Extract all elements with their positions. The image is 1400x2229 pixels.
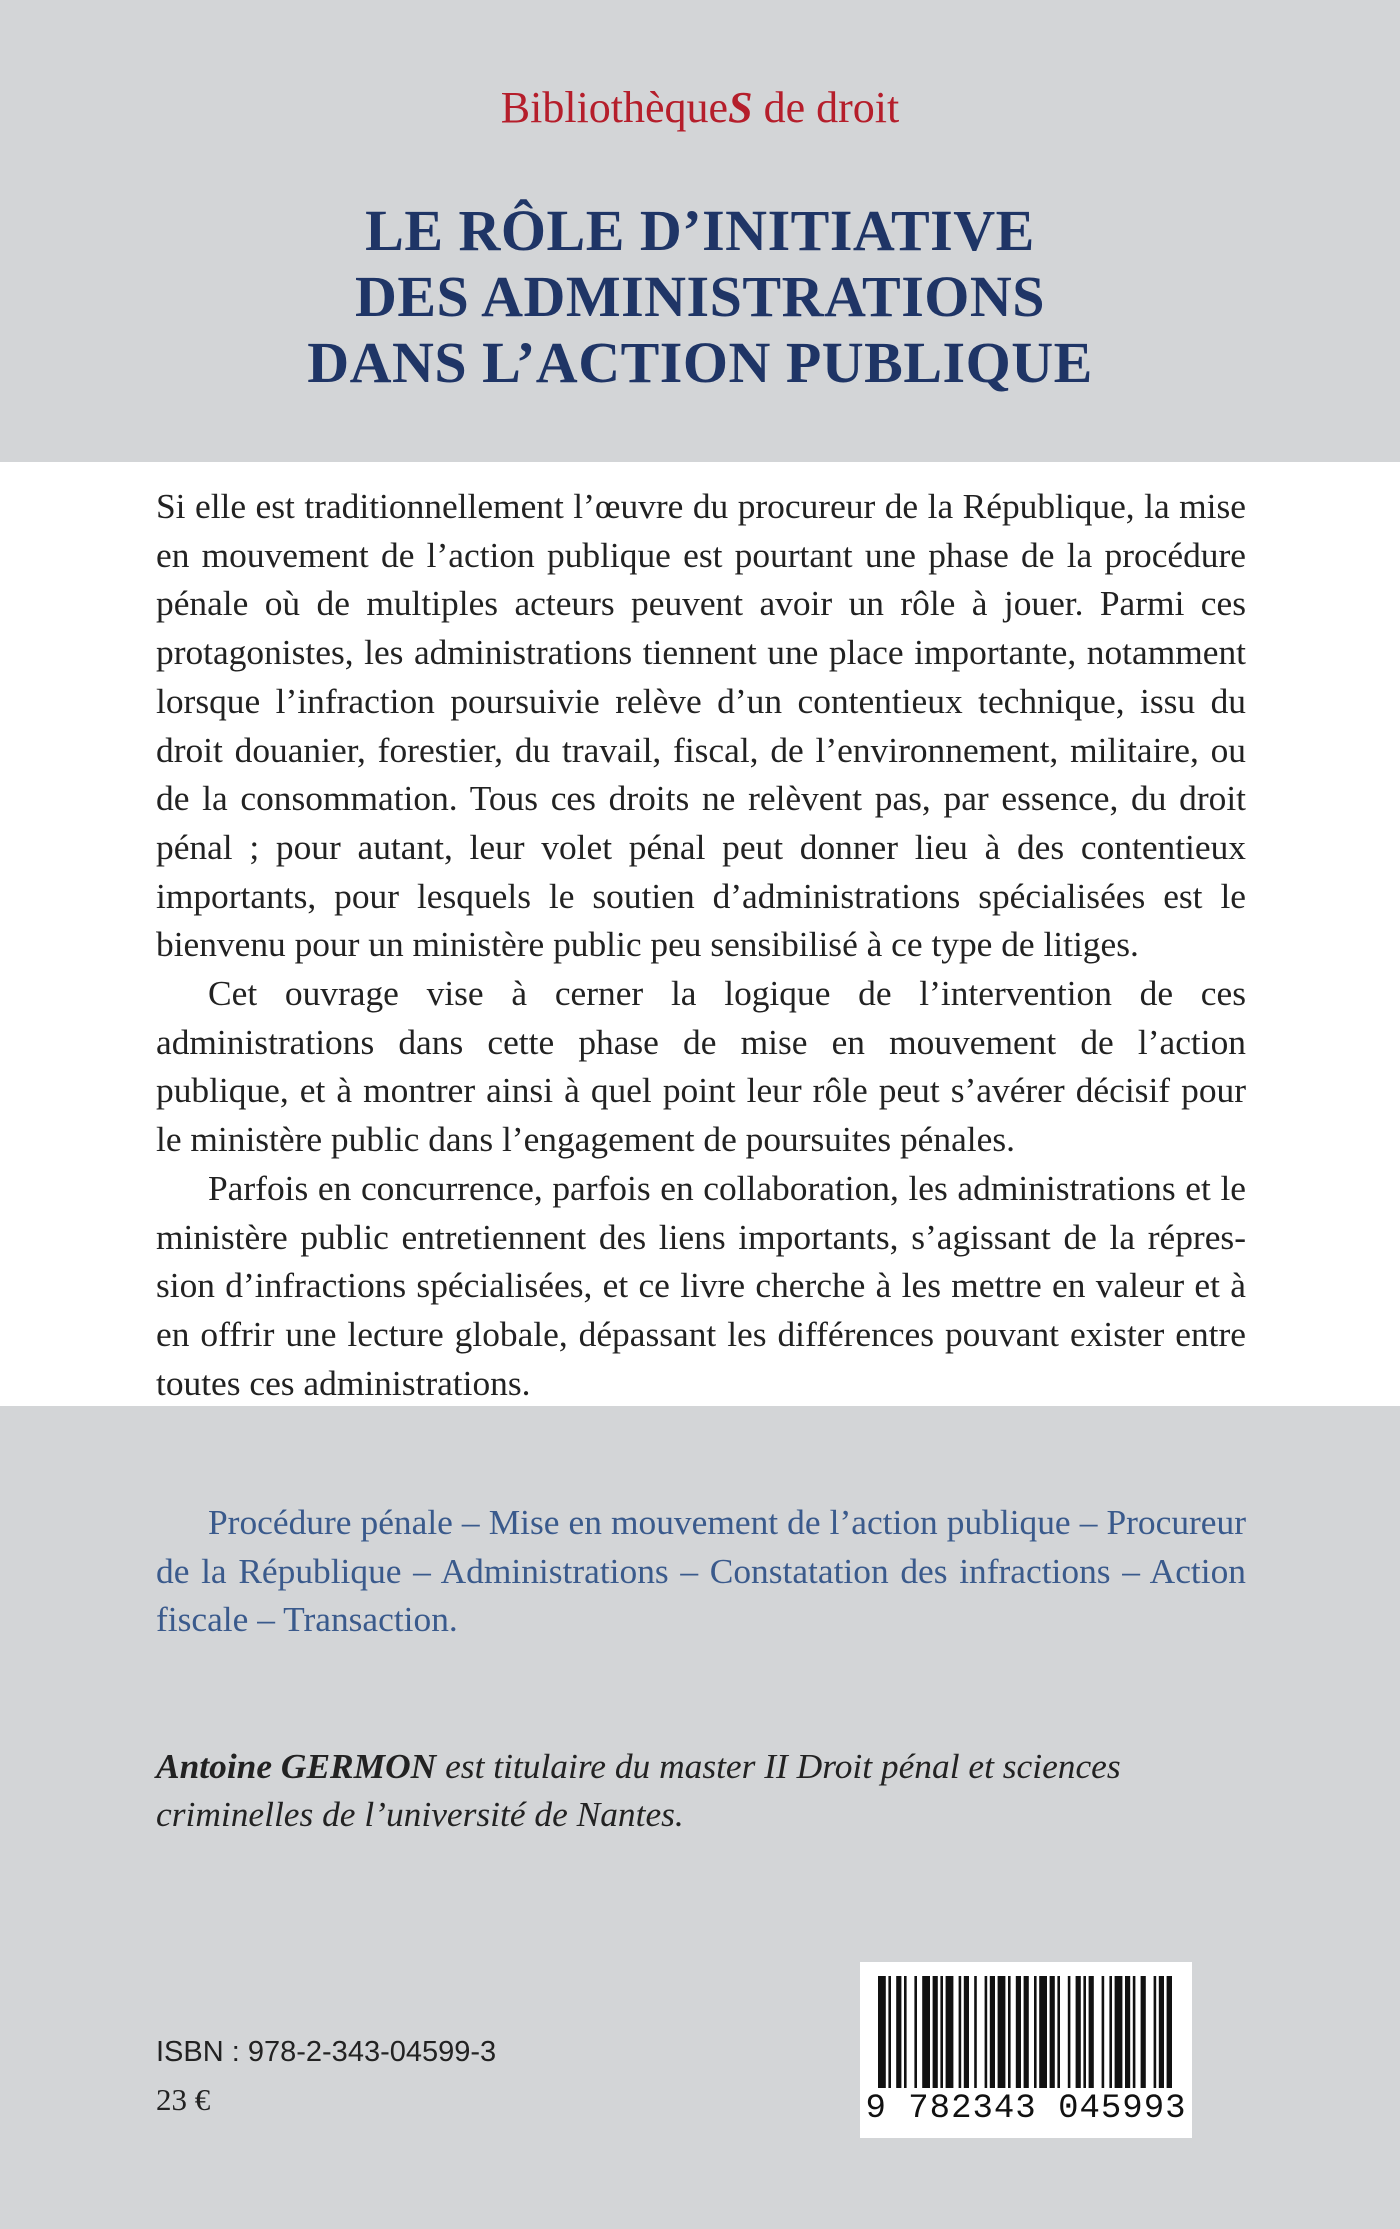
barcode-bar <box>1141 1976 1146 2088</box>
barcode-bar <box>990 1976 995 2088</box>
barcode-bar <box>904 1976 907 2088</box>
barcode-bar <box>1102 1976 1105 2088</box>
barcode-bar <box>922 1976 930 2088</box>
collection-prefix: Bibliothèque <box>500 83 729 132</box>
title-line-2: DES ADMINISTRATIONS <box>354 264 1046 329</box>
barcode-bar <box>1016 1976 1021 2088</box>
barcode-bar <box>1034 1976 1037 2088</box>
barcode-bar <box>940 1976 943 2088</box>
barcode-bar <box>964 1976 969 2088</box>
barcode-bar <box>1008 1976 1011 2088</box>
summary-text <box>156 482 1246 1407</box>
barcode-bar <box>1039 1976 1047 2088</box>
barcode-number: 9 782343 045993 <box>865 2090 1187 2128</box>
isbn: ISBN : 978-2-343-04599-3 <box>156 2036 497 2068</box>
barcode-bar <box>888 1976 891 2088</box>
barcode-bar <box>1154 1976 1157 2088</box>
price: 23 € <box>156 2082 211 2117</box>
barcode-bar <box>1089 1976 1094 2088</box>
barcode-bar <box>1050 1976 1055 2088</box>
summary-paragraph-1: Si elle est traditionnellement l’œuvre du procureur de la République, la mise en mouvement de l’action publique est pourtant une phase de la procédure pénale où de multiples acteurs peuvent avoir un rôle à jouer. Parmi ces protagonistes, les administrations tiennent une place importante, notamment lorsque l’infraction poursuivie relève d’un contentieux technique, issu du droit douanier, forestier, du travail, fiscal, de l’environnement, militaire, ou de la consommation. Tous ces droits ne relèvent pas, par essence, du droit pénal ; pour autant, leur volet pénal peut donner lieu à des contentieux importants, pour lesquels le soutien d’administrations spécialisées est le bienvenu pour un ministère public peu sensibilisé à ce type de litiges. <box>156 486 1246 965</box>
title-line-1: LE RÔLE D’INITIATIVE <box>365 198 1035 263</box>
barcode-bar <box>1125 1976 1130 2088</box>
barcode-bar <box>946 1976 954 2088</box>
barcode-bar <box>1133 1976 1136 2088</box>
summary-paragraph-2: Cet ouvrage vise à cerner la logique de l’intervention de ces administrations dans cette phase de mise en mouvement de l’action publique, et à montrer ainsi à quel point leur rôle peut s’avérer décisif pour le ministère public dans l’engagement de poursuites pénales. <box>156 973 1246 1160</box>
summary-paragraph-3: Parfois en concurrence, parfois en collaboration, les administrations et le ministère public entretiennent des liens importants, s’agissant de la répression d’infractions spécialisées, et ce livre cherche à les mettre en valeur et à en offrir une lecture globale, dépassant les différences pouvant exister entre toutes ces administrations. <box>156 1167 1246 1403</box>
barcode-bar <box>998 1976 1006 2088</box>
author-description: est titulaire du master II Droit pénal et sciences criminelles de l’université de Nantes. <box>156 1746 1121 1834</box>
title-line-3: DANS L’ACTION PUBLIQUE <box>307 330 1093 395</box>
barcode-bar <box>1083 1976 1086 2088</box>
barcode-bar <box>1159 1976 1164 2088</box>
barcode-bar <box>985 1976 988 2088</box>
barcode-bar <box>896 1976 901 2088</box>
collection-s: S <box>728 83 753 132</box>
author-bio <box>156 1742 1246 1838</box>
barcode-bar <box>1167 1976 1172 2088</box>
keywords: Procédure pénale – Mise en mouvement de l’action publique – Procureur de la République – Administrations – Constatation des infractions – Action fiscale – Transaction. <box>156 1502 1246 1639</box>
barcode-bar <box>1068 1976 1071 2088</box>
barcode-bar <box>1115 1976 1123 2088</box>
barcode-bar <box>1024 1976 1029 2088</box>
author-name: Antoine GERMON <box>156 1746 437 1786</box>
barcode-bar <box>1109 1976 1112 2088</box>
barcode-bar <box>1057 1976 1060 2088</box>
barcode-bar <box>878 1976 886 2088</box>
barcode-bar <box>914 1976 917 2088</box>
book-title <box>0 198 1400 396</box>
barcode-bar <box>974 1976 977 2088</box>
barcode <box>860 1962 1192 2138</box>
collection-name <box>0 82 1400 133</box>
barcode-bar <box>1076 1976 1081 2088</box>
barcode-bar <box>959 1976 962 2088</box>
barcode-bars <box>874 1976 1178 2094</box>
collection-suffix: de droit <box>752 83 900 132</box>
barcode-bar <box>933 1976 938 2088</box>
